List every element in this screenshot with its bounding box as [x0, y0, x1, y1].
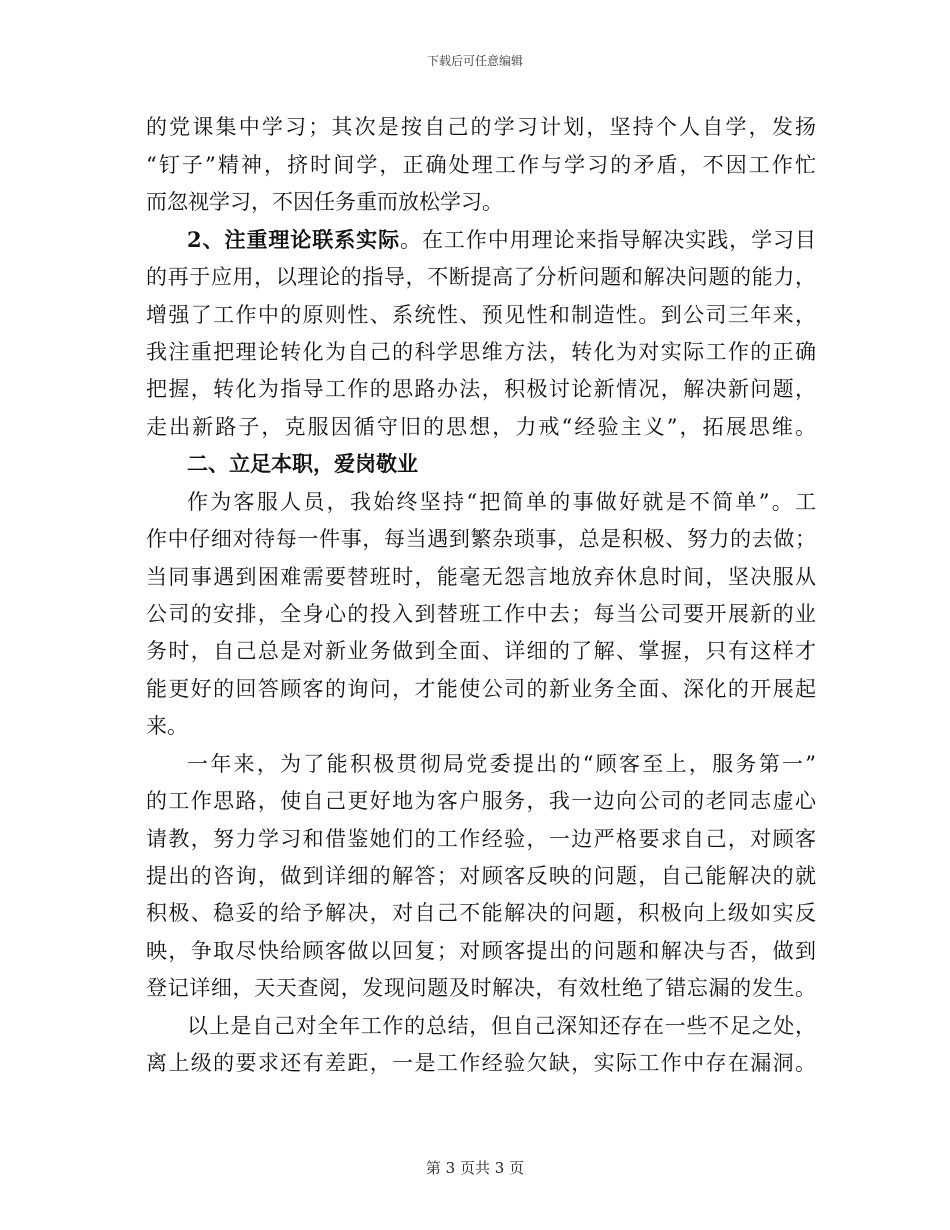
body-line: 能更好的回答顾客的询问，才能使公司的新业务全面、深化的开展起 [146, 677, 816, 701]
body-line: 离上级的要求还有差距，一是工作经验欠缺，实际工作中存在漏洞。 [146, 1051, 816, 1075]
body-line: 当同事遇到困难需要替班时，能毫无怨言地放弃休息时间，坚决服从 [146, 565, 816, 589]
body-line: 我注重把理论转化为自己的科学思维方法，转化为对实际工作的正确 [146, 340, 816, 364]
page-number: 第 3 页共 3 页 [425, 1159, 525, 1177]
body-line: 来。 [146, 714, 188, 738]
body-line: 一年来，为了能积极贯彻局党委提出的“顾客至上，服务第一” [187, 752, 816, 776]
body-line: 作为客服人员，我始终坚持“把简单的事做好就是不简单”。工 [187, 490, 816, 514]
page-header: 下载后可任意编辑 [426, 54, 523, 68]
section-2-text: 。在工作中用理论来指导解决实践，学习目 [400, 228, 816, 252]
section-2-first-line [187, 224, 816, 256]
body-line: 公司的安排，全身心的投入到替班工作中去；每当公司要开展新的业 [146, 602, 816, 626]
body-line: 的党课集中学习；其次是按自己的学习计划，坚持个人自学，发扬 [146, 115, 816, 139]
body-line: 的工作思路，使自己更好地为客户服务，我一边向公司的老同志虚心 [146, 789, 816, 813]
body-line: 增强了工作中的原则性、系统性、预见性和制造性。到公司三年来， [146, 303, 816, 327]
body-line: 映，争取尽快给顾客做以回复；对顾客提出的问题和解决与否，做到 [146, 939, 816, 963]
body-line: 走出新路子，克服因循守旧的思想，力戒“经验主义”，拓展思维。 [146, 415, 816, 439]
body-line: 而忽视学习，不因任务重而放松学习。 [146, 190, 503, 214]
body-line: 作中仔细对待每一件事，每当遇到繁杂琐事，总是积极、努力的去做； [146, 527, 816, 551]
body-line: 请教，努力学习和借鉴她们的工作经验，一边严格要求自己，对顾客 [146, 827, 816, 851]
body-line: 提出的咨询，做到详细的解答；对顾客反映的问题，自己能解决的就 [146, 864, 816, 888]
section-heading: 二、立足本职，爱岗敬业 [187, 451, 418, 476]
body-line: 务时，自己总是对新业务做到全面、详细的了解、掌握，只有这样才 [146, 639, 816, 663]
body-line: 积极、稳妥的给予解决，对自己不能解决的问题，积极向上级如实反 [146, 901, 816, 925]
body-line: “钉子”精神，挤时间学，正确处理工作与学习的矛盾，不因工作忙 [146, 153, 816, 177]
body-line: 的再于应用，以理论的指导，不断提高了分析问题和解决问题的能力， [146, 265, 816, 289]
section-2-heading: 2、注重理论联系实际 [187, 227, 401, 252]
body-line: 把握，转化为指导工作的思路办法，积极讨论新情况，解决新问题， [146, 377, 816, 401]
body-line: 登记详细，天天查阅，发现问题及时解决，有效杜绝了错忘漏的发生。 [146, 976, 816, 1000]
body-line: 以上是自己对全年工作的总结，但自己深知还存在一些不足之处， [187, 1014, 816, 1038]
